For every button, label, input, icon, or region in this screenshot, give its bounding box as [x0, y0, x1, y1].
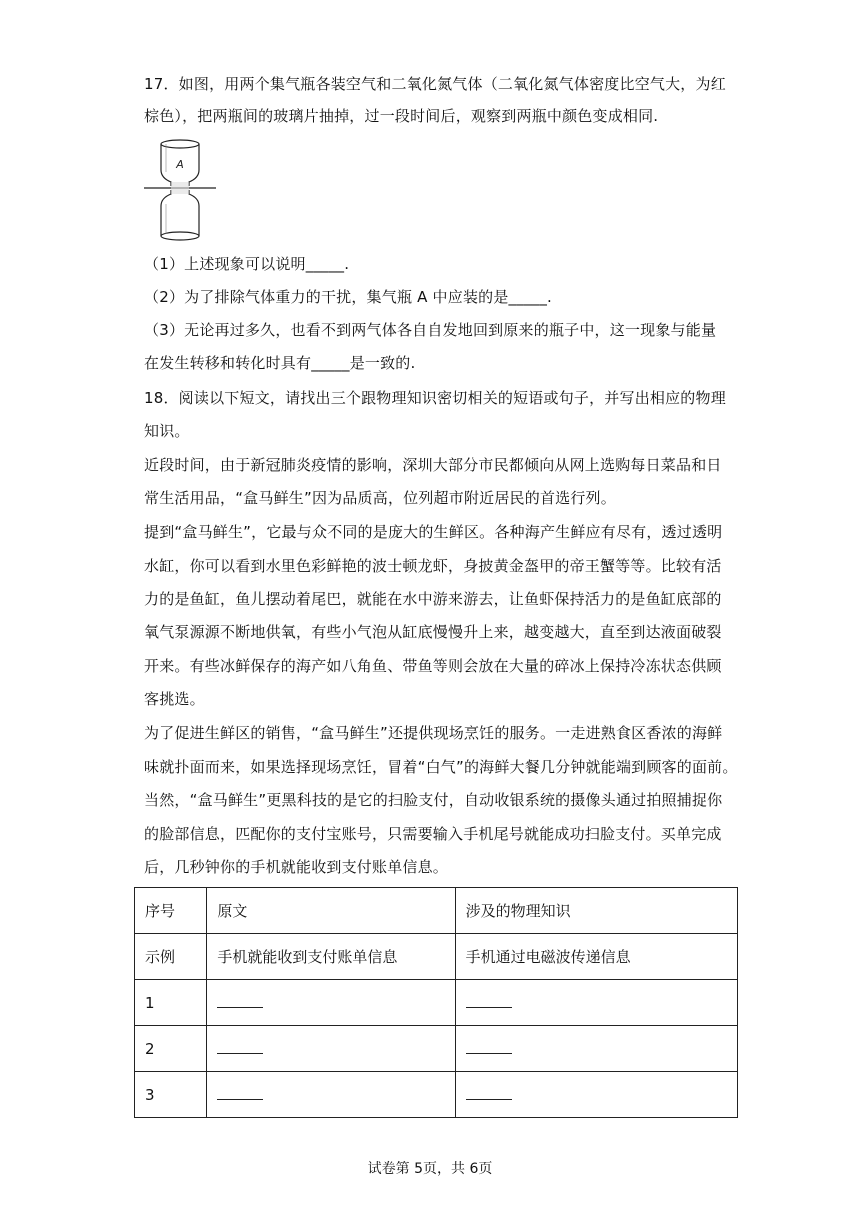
table-header-row	[135, 888, 738, 934]
passage-line-2: 常生活用品，“盒马鲜生”因为品质高，位列超市附近居民的首选行列。	[144, 489, 616, 507]
row-index: 1	[135, 980, 207, 1026]
q17-sub-3-cont: 在发生转移和转化时具有_____是一致的.	[144, 354, 416, 372]
q17-sub-2: （2）为了排除气体重力的干扰，集气瓶 A 中应装的是_____.	[144, 288, 553, 306]
passage-line-9: 为了促进生鲜区的销售，“盒马鲜生”还提供现场烹饪的服务。一走进熟食区香浓的海鲜	[144, 724, 723, 742]
q17-sub-3: （3）无论再过多久，也看不到两气体各自自发地回到原来的瓶子中，这一现象与能量	[144, 321, 717, 339]
table-row	[135, 1026, 738, 1072]
table-row	[135, 1072, 738, 1118]
passage-line-3: 提到“盒马鲜生”，它最与众不同的是庞大的生鲜区。各种海产生鲜应有尽有，透过透明	[144, 523, 723, 541]
example-original-text: 手机就能收到支付账单信息	[207, 934, 455, 980]
passage-line-5: 力的是鱼缸，鱼儿摆动着尾巴，就能在水中游来游去，让鱼虾保持活力的是鱼缸底部的	[144, 590, 722, 608]
answer-blank[interactable]	[466, 1085, 512, 1100]
table-row	[135, 980, 738, 1026]
row-index: 2	[135, 1026, 207, 1072]
passage-line-1: 近段时间，由于新冠肺炎疫情的影响，深圳大部分市民都倾向从网上选购每日菜品和日	[144, 456, 722, 474]
answer-blank[interactable]	[466, 993, 512, 1008]
passage-line-7: 开来。有些冰鲜保存的海产如八角鱼、带鱼等则会放在大量的碎冰上保持冷冻状态供顾	[144, 657, 722, 675]
q17-line-1: 17．如图，用两个集气瓶各装空气和二氧化氮气体（二氧化氮气体密度比空气大，为红	[144, 75, 726, 93]
passage-line-6: 氧气泵源源不断地供氧，有些小气泡从缸底慢慢升上来，越变越大，直至到达液面破裂	[144, 623, 722, 641]
answer-blank[interactable]	[217, 1039, 263, 1054]
row-index: 3	[135, 1072, 207, 1118]
q17-sub-1: （1）上述现象可以说明_____.	[144, 255, 350, 273]
gas-jars-figure	[144, 136, 216, 244]
passage-line-10: 味就扑面而来，如果选择现场烹饪，冒着“白气”的海鲜大餐几分钟就能端到顾客的面前。	[144, 758, 738, 776]
answer-blank[interactable]	[466, 1039, 512, 1054]
header-physics-knowledge: 涉及的物理知识	[455, 888, 737, 934]
passage-line-12: 的脸部信息，匹配你的支付宝账号，只需要输入手机尾号就能成功扫脸支付。买单完成	[144, 825, 722, 843]
passage-line-11: 当然，“盒马鲜生”更黑科技的是它的扫脸支付，自动收银系统的摄像头通过拍照捕捉你	[144, 791, 723, 809]
answer-blank[interactable]	[217, 1085, 263, 1100]
table-row-example	[135, 934, 738, 980]
passage-line-8: 客挑选。	[144, 690, 205, 708]
example-index: 示例	[135, 934, 207, 980]
answer-table	[134, 887, 738, 1118]
q17-line-2: 棕色），把两瓶间的玻璃片抽掉，过一段时间后，观察到两瓶中颜色变成相同.	[144, 107, 659, 125]
answer-blank[interactable]	[217, 993, 263, 1008]
q18-line-1: 18．阅读以下短文，请找出三个跟物理知识密切相关的短语或句子，并写出相应的物理	[144, 389, 726, 407]
example-physics-knowledge: 手机通过电磁波传递信息	[455, 934, 737, 980]
header-index: 序号	[135, 888, 207, 934]
passage-line-13: 后，几秒钟你的手机就能收到支付账单信息。	[144, 858, 449, 876]
page-footer: 试卷第 5页，共 6页	[367, 1161, 493, 1177]
header-original-text: 原文	[207, 888, 455, 934]
passage-line-4: 水缸，你可以看到水里色彩鲜艳的波士顿龙虾，身披黄金盔甲的帝王蟹等等。比较有活	[144, 557, 722, 575]
jar-a-label: A	[176, 158, 184, 171]
q18-line-2: 知识。	[144, 422, 190, 440]
